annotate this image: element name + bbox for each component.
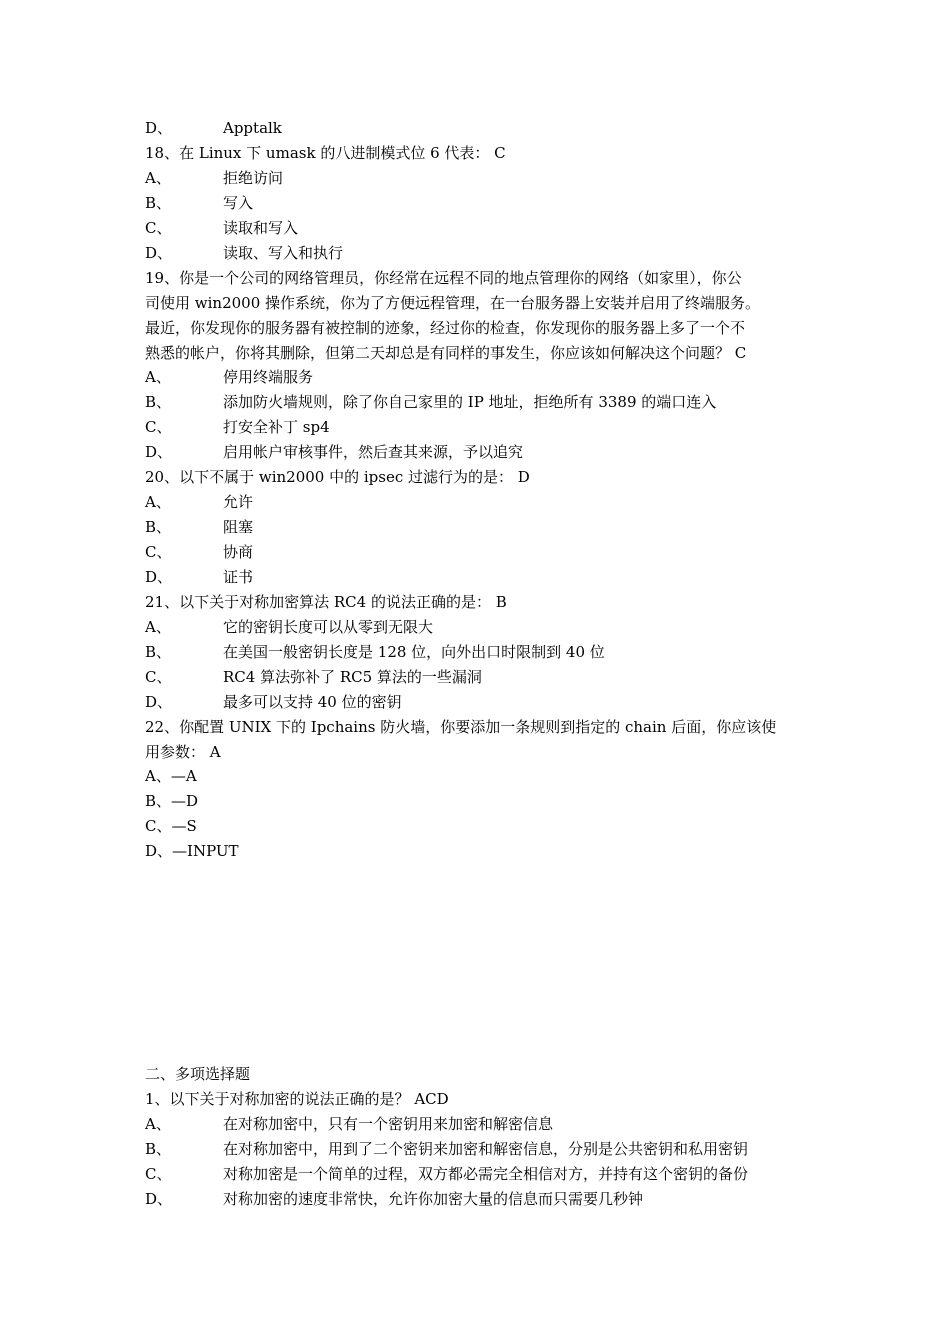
- option-text: 允许: [223, 493, 254, 511]
- option-text: 打安全补丁 sp4: [223, 418, 330, 436]
- mq1-option-b: [145, 1137, 810, 1162]
- question-19-line-3: 最近，你发现你的服务器有被控制的迹象，经过你的检查，你发现你的服务器上多了一个不: [145, 319, 746, 337]
- option-letter: A、: [145, 493, 171, 511]
- option-text: 阻塞: [223, 518, 254, 536]
- q21-option-d: [145, 690, 810, 715]
- q18-option-d: [145, 241, 810, 266]
- option-text: 写入: [223, 194, 254, 212]
- option-text: 在对称加密中，用到了二个密钥来加密和解密信息，分别是公共密钥和私用密钥: [223, 1140, 749, 1158]
- question-22-line-2: 用参数： A: [145, 743, 221, 761]
- option-letter: B、: [145, 194, 172, 212]
- mq1-option-d: [145, 1187, 810, 1212]
- option-letter: C、: [145, 1165, 172, 1183]
- question-19-line-2: 司使用 win2000 操作系统，你为了方便远程管理，在一台服务器上安装并启用了终端服务。: [145, 294, 761, 312]
- option-text: 启用帐户审核事件，然后查其来源，予以追究: [223, 443, 524, 461]
- option-letter: D、: [145, 693, 173, 711]
- option-text: 在对称加密中，只有一个密钥用来加密和解密信息: [223, 1115, 554, 1133]
- multi-question-1: 1、以下关于对称加密的说法正确的是？ ACD: [145, 1090, 449, 1108]
- option-letter: C、: [145, 668, 172, 686]
- option-text: 对称加密是一个简单的过程，双方都必需完全相信对方，并持有这个密钥的备份: [223, 1165, 749, 1183]
- q22-option-b: B、—D: [145, 792, 199, 810]
- option-text: 最多可以支持 40 位的密钥: [223, 693, 402, 711]
- mq1-option-c: [145, 1162, 810, 1187]
- option-letter: C、: [145, 418, 172, 436]
- option-text: 读取和写入: [223, 219, 299, 237]
- option-text: 在美国一般密钥长度是 128 位，向外出口时限制到 40 位: [223, 643, 605, 661]
- q22-option-c: C、—S: [145, 817, 197, 835]
- section-heading: 二、多项选择题: [145, 1065, 251, 1083]
- option-letter: D、: [145, 119, 173, 137]
- q20-option-d: [145, 565, 810, 590]
- q20-option-b: [145, 515, 810, 540]
- question-19-line-4: 熟悉的帐户，你将其删除，但第二天却总是有同样的事发生，你应该如何解决这个问题？ C: [145, 344, 747, 362]
- question-21: 21、以下关于对称加密算法 RC4 的说法正确的是： B: [145, 593, 507, 611]
- question-18: 18、在 Linux 下 umask 的八进制模式位 6 代表： C: [145, 144, 506, 162]
- option-letter: A、: [145, 618, 171, 636]
- option-text: 添加防火墙规则，除了你自己家里的 IP 地址，拒绝所有 3389 的端口连入: [223, 393, 717, 411]
- question-22: [145, 715, 810, 765]
- option-letter: B、: [145, 518, 172, 536]
- option-text: 对称加密的速度非常快，允许你加密大量的信息而只需要几秒钟: [223, 1190, 644, 1208]
- q18-option-b: [145, 191, 810, 216]
- option-text: RC4 算法弥补了 RC5 算法的一些漏洞: [223, 668, 482, 686]
- option-text: 读取、写入和执行: [223, 244, 344, 262]
- q22-option-d: D、—INPUT: [145, 842, 239, 860]
- option-text: 证书: [223, 568, 254, 586]
- option-text: 拒绝访问: [223, 169, 284, 187]
- option-text: Apptalk: [223, 119, 282, 137]
- q20-option-c: [145, 540, 810, 565]
- q19-option-a: [145, 365, 810, 390]
- q21-option-c: [145, 665, 810, 690]
- option-letter: C、: [145, 219, 172, 237]
- q19-option-b: [145, 390, 810, 415]
- option-letter: D、: [145, 568, 173, 586]
- q20-option-a: [145, 490, 810, 515]
- option-letter: C、: [145, 543, 172, 561]
- option-letter: D、: [145, 443, 173, 461]
- mq1-option-a: [145, 1112, 810, 1137]
- q18-option-a: [145, 166, 810, 191]
- q22-option-a: A、—A: [145, 767, 197, 785]
- question-19-line-1: 19、你是一个公司的网络管理员，你经常在远程不同的地点管理你的网络（如家里），你公: [145, 269, 742, 287]
- option-letter: A、: [145, 169, 171, 187]
- question-19: [145, 266, 810, 366]
- option-letter: B、: [145, 643, 172, 661]
- q19-option-c: [145, 415, 810, 440]
- option-letter: A、: [145, 1115, 171, 1133]
- option-letter: D、: [145, 1190, 173, 1208]
- option-letter: B、: [145, 393, 172, 411]
- question-20: 20、以下不属于 win2000 中的 ipsec 过滤行为的是： D: [145, 468, 530, 486]
- option-letter: A、: [145, 368, 171, 386]
- option-text: 协商: [223, 543, 254, 561]
- option-letter: B、: [145, 1140, 172, 1158]
- q17-option-d: [145, 116, 810, 141]
- q19-option-d: [145, 440, 810, 465]
- q18-option-c: [145, 216, 810, 241]
- option-text: 它的密钥长度可以从零到无限大: [223, 618, 434, 636]
- q21-option-b: [145, 640, 810, 665]
- question-22-line-1: 22、你配置 UNIX 下的 Ipchains 防火墙，你要添加一条规则到指定的 chain 后面，你应该使: [145, 718, 777, 736]
- option-text: 停用终端服务: [223, 368, 314, 386]
- option-letter: D、: [145, 244, 173, 262]
- q21-option-a: [145, 615, 810, 640]
